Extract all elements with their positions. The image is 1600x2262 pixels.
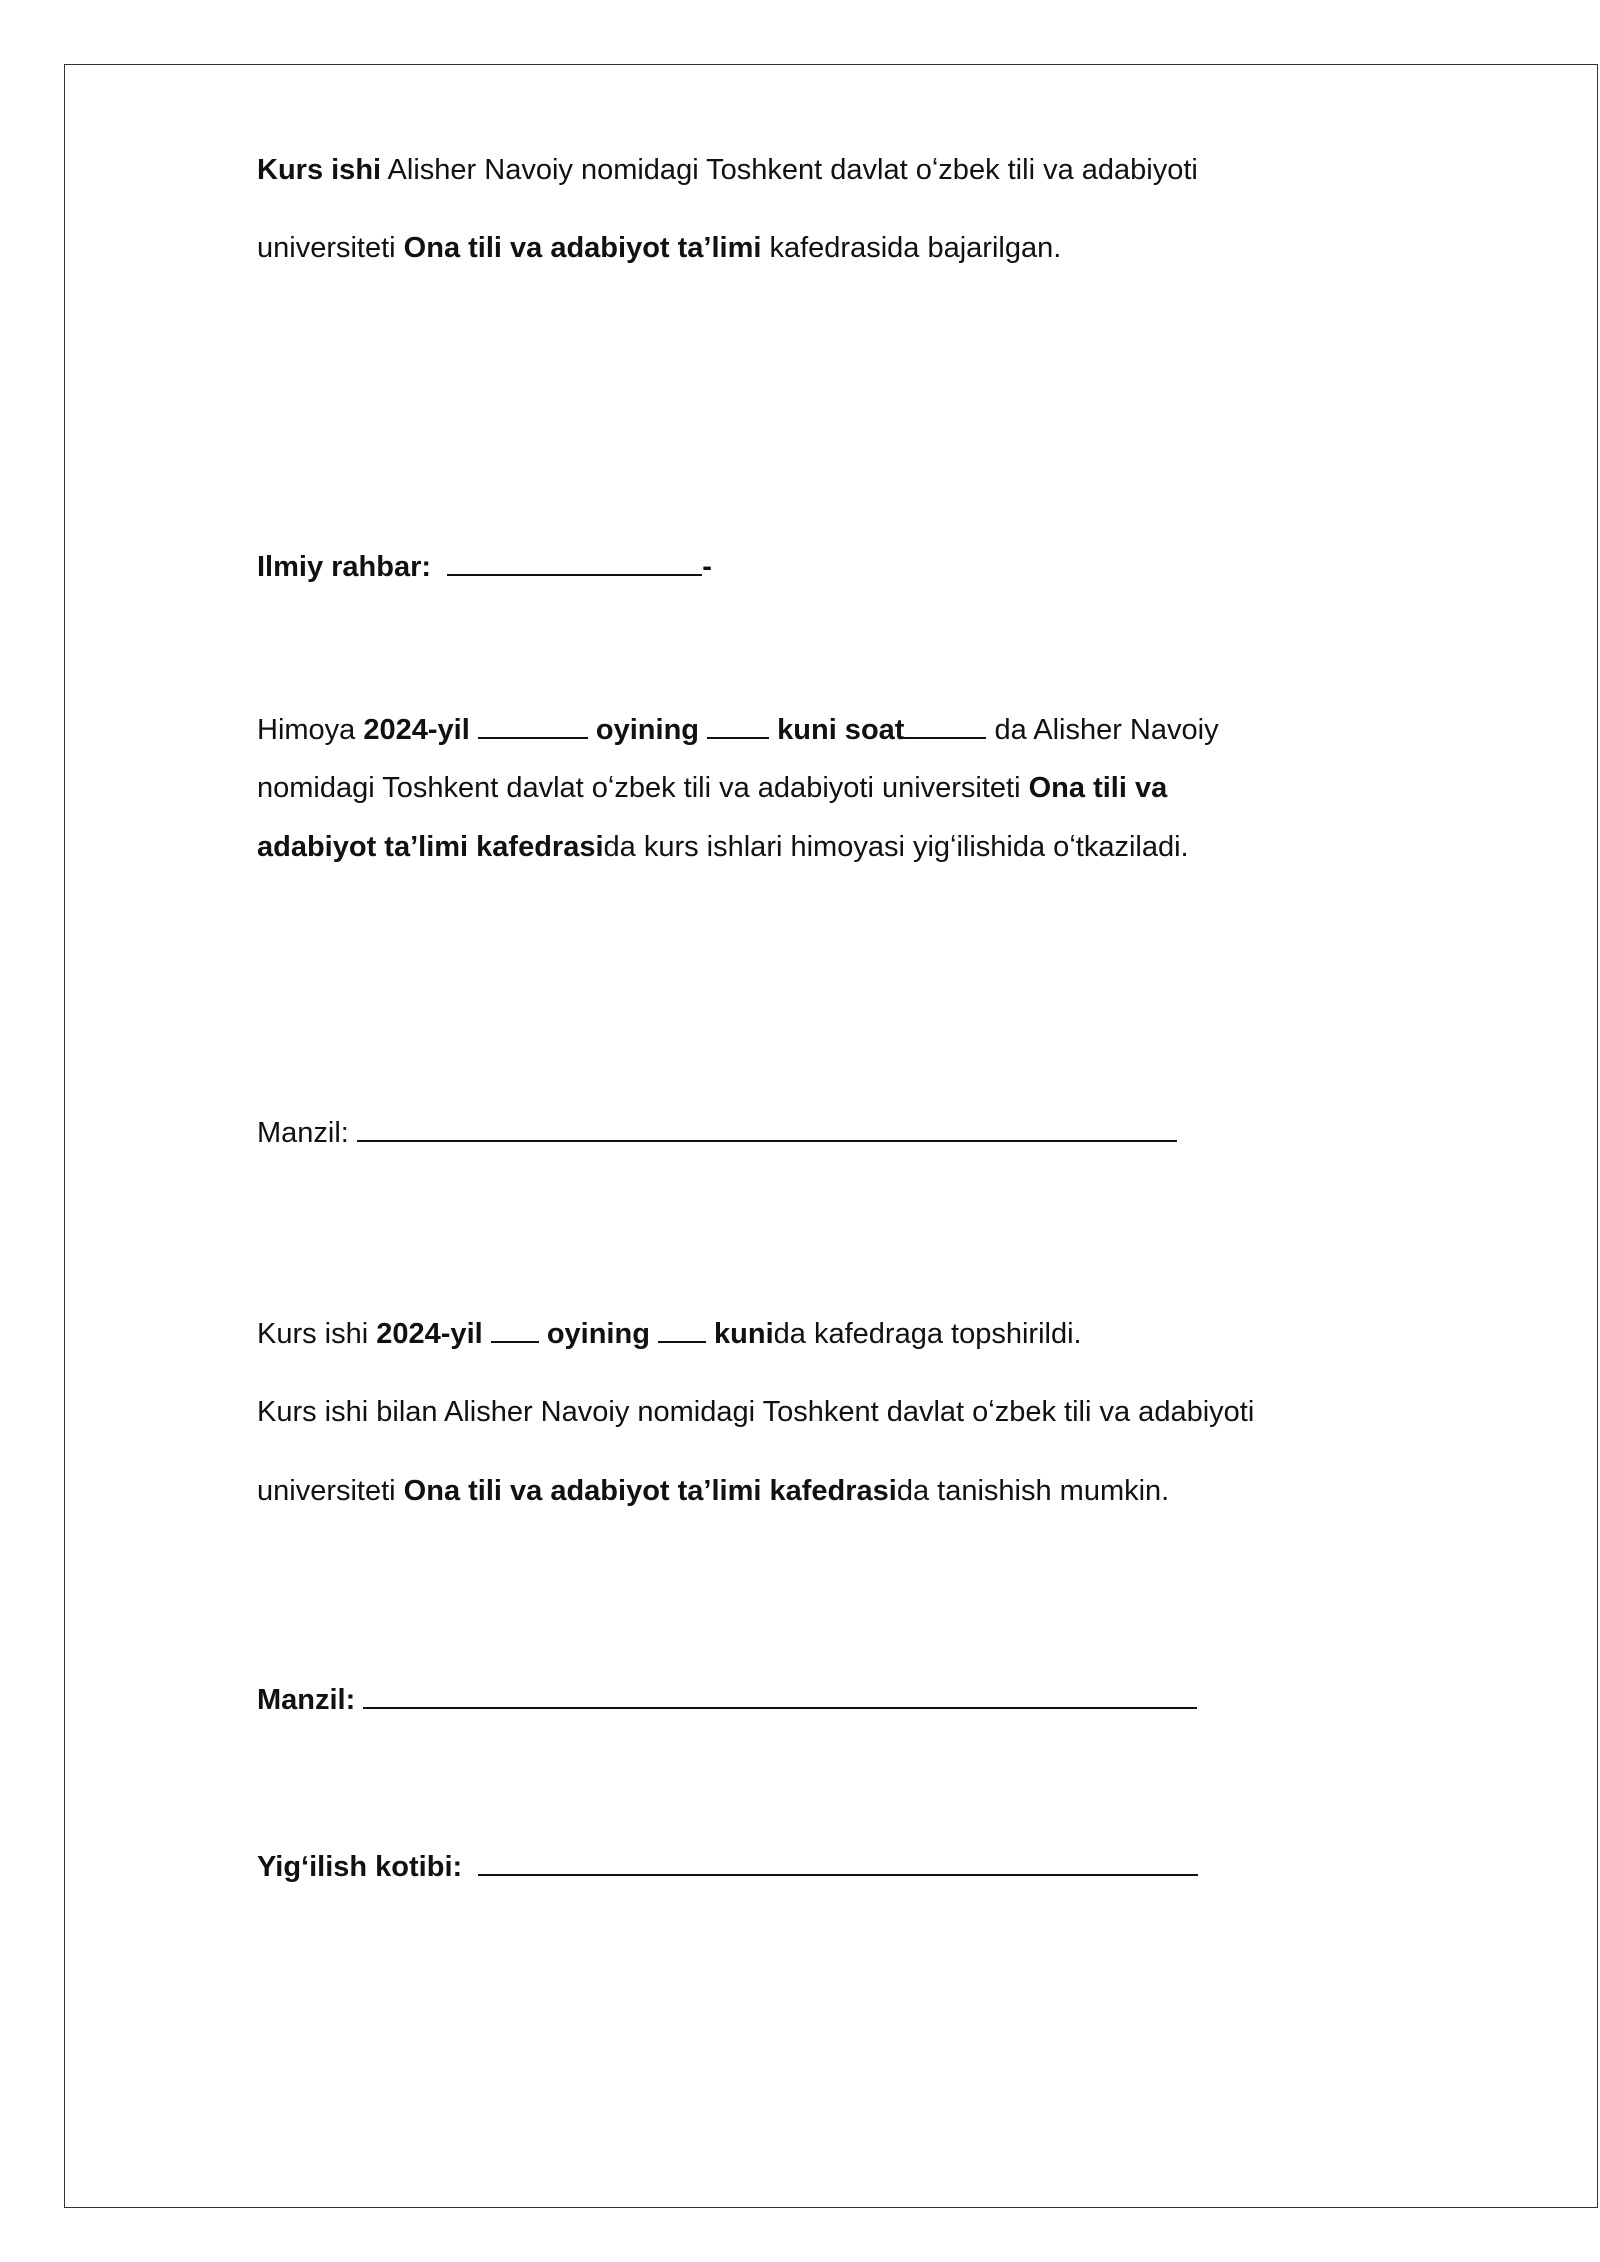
address-blank[interactable] (357, 1116, 1177, 1142)
intro-text: kafedrasida bajarilgan. (761, 232, 1062, 264)
submission-day-blank[interactable] (658, 1317, 706, 1343)
department-name: Ona tili va adabiyot ta’limi kafedrasi (403, 1475, 897, 1507)
submission-month-label: oyining (546, 1318, 650, 1350)
defense-hour-blank[interactable] (904, 713, 986, 739)
defense-text: da kurs ishlari himoyasi yigʻilishida oʻtkaziladi. (603, 831, 1189, 863)
defense-month-label: oyining (595, 714, 700, 746)
defense-text: da Alisher Navoiy (986, 714, 1219, 746)
submission-day-label: kuni (714, 1318, 774, 1350)
department-name: Ona tili va adabiyot ta’limi (403, 232, 762, 264)
intro-line-1 (257, 152, 1198, 188)
defense-bold: Ona tili va (1028, 772, 1168, 804)
defense-line-2 (257, 770, 1167, 806)
advisor-label: Ilmiy rahbar: (257, 551, 432, 583)
submission-year: 2024-yil (376, 1318, 483, 1350)
defense-day-label: kuni soat (777, 714, 905, 746)
intro-bold: Kurs ishi (257, 154, 382, 186)
submission-line-1 (257, 1316, 1082, 1352)
defense-text: nomidagi Toshkent davlat oʻzbek tili va adabiyoti universiteti (257, 772, 1029, 804)
submission-text: Kurs ishi bilan Alisher Navoiy nomidagi Toshkent davlat oʻzbek tili va adabiyoti (257, 1396, 1255, 1428)
address-label: Manzil: (257, 1684, 356, 1716)
defense-month-blank[interactable] (478, 713, 588, 739)
submission-line-3 (257, 1473, 1169, 1509)
advisor-suffix: - (702, 551, 712, 583)
address-blank[interactable] (363, 1683, 1197, 1709)
intro-line-2 (257, 230, 1061, 266)
submission-line-2 (257, 1394, 1254, 1430)
submission-text: da tanishish mumkin. (896, 1475, 1170, 1507)
submission-text: universiteti (257, 1475, 404, 1507)
secretary-blank[interactable] (478, 1850, 1198, 1876)
secretary-label: Yigʻilish kotibi: (257, 1851, 463, 1883)
address-line-2 (257, 1682, 1197, 1718)
address-line-1 (257, 1115, 1177, 1151)
defense-day-blank[interactable] (707, 713, 769, 739)
submission-text: Kurs ishi (257, 1318, 377, 1350)
intro-text: universiteti (257, 232, 404, 264)
secretary-line (257, 1849, 1198, 1885)
advisor-line (257, 549, 712, 585)
submission-month-blank[interactable] (491, 1317, 539, 1343)
defense-line-3 (257, 829, 1189, 865)
defense-year: 2024-yil (363, 714, 470, 746)
defense-text: Himoya (257, 714, 364, 746)
defense-bold: adabiyot ta’limi kafedrasi (257, 831, 604, 863)
advisor-blank[interactable] (447, 550, 702, 576)
defense-line-1 (257, 712, 1219, 748)
address-label: Manzil: (257, 1117, 357, 1149)
intro-text: Alisher Navoiy nomidagi Toshkent davlat oʻzbek tili va adabiyoti (381, 154, 1198, 186)
submission-text: da kafedraga topshirildi. (773, 1318, 1082, 1350)
